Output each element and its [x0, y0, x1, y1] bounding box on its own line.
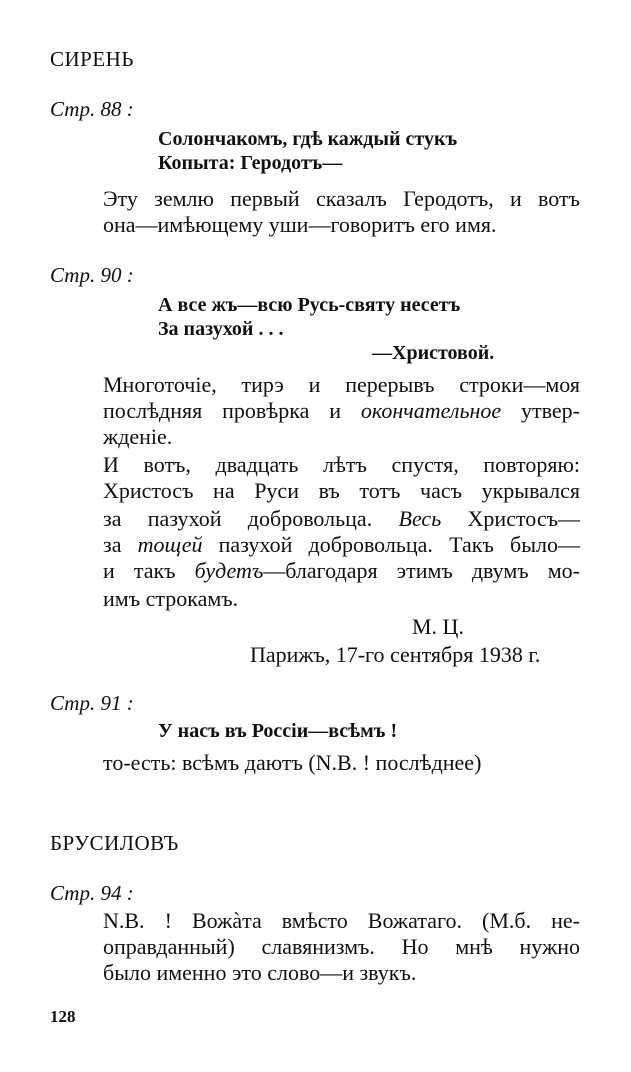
comment-line: было именно это слово—и звукъ. — [103, 960, 417, 985]
comment-line: Эту землю первый сказалъ Геродотъ, и вотъ — [103, 186, 580, 211]
quote-line: Копыта: Геродотъ— — [158, 152, 343, 174]
page-ref-91: Стр. 91 : — [50, 691, 134, 715]
comment-line: Многоточіе, тирэ и перерывъ строки—моя — [103, 372, 580, 397]
quote-line: У насъ въ Россіи—всѣмъ ! — [158, 720, 398, 742]
section-title-siren: СИРЕНЬ — [50, 47, 134, 71]
comment-line: и такъ будетъ—благодаря этимъ двумъ мо- — [103, 558, 580, 583]
page-ref-94: Стр. 94 : — [50, 881, 134, 905]
place-date: Парижъ, 17-го сентября 1938 г. — [250, 642, 541, 667]
page-ref-90: Стр. 90 : — [50, 263, 134, 287]
quote-line: А все жъ—всю Русь-святу несетъ — [158, 294, 461, 316]
comment-line: за тощей пазухой добровольца. Такъ было— — [103, 532, 580, 557]
comment-line: Христосъ на Руси въ тотъ часъ укрывался — [103, 478, 580, 503]
comment-line: оправданный) славянизмъ. Но мнѣ нужно — [103, 934, 580, 959]
section-title-brusilov: БРУСИЛОВЪ — [50, 831, 179, 855]
comment-line: имъ строкамъ. — [103, 586, 239, 611]
quote-line-end: —Христовой. — [372, 342, 495, 364]
page-number: 128 — [50, 1007, 76, 1026]
page-ref-88: Стр. 88 : — [50, 97, 134, 121]
quote-line: За пазухой . . . — [158, 318, 284, 340]
quote-line: Солончакомъ, гдѣ каждый стукъ — [158, 128, 458, 150]
comment-line: N.B. ! Вожàта вмѣсто Вожатаго. (М.б. не- — [103, 908, 580, 933]
comment-line: послѣдняя провѣрка и окончательное утвер- — [103, 398, 580, 423]
comment-line: за пазухой добровольца. Весь Христосъ— — [103, 506, 580, 531]
comment-line: И вотъ, двадцать лѣтъ спустя, повторяю: — [103, 452, 580, 477]
comment-line: жденіе. — [103, 424, 173, 449]
comment-line: то-есть: всѣмъ даютъ (N.B. ! послѣднее) — [103, 750, 482, 775]
comment-line: она—имѣющему уши—говоритъ его имя. — [103, 212, 497, 237]
signature: М. Ц. — [412, 614, 464, 639]
